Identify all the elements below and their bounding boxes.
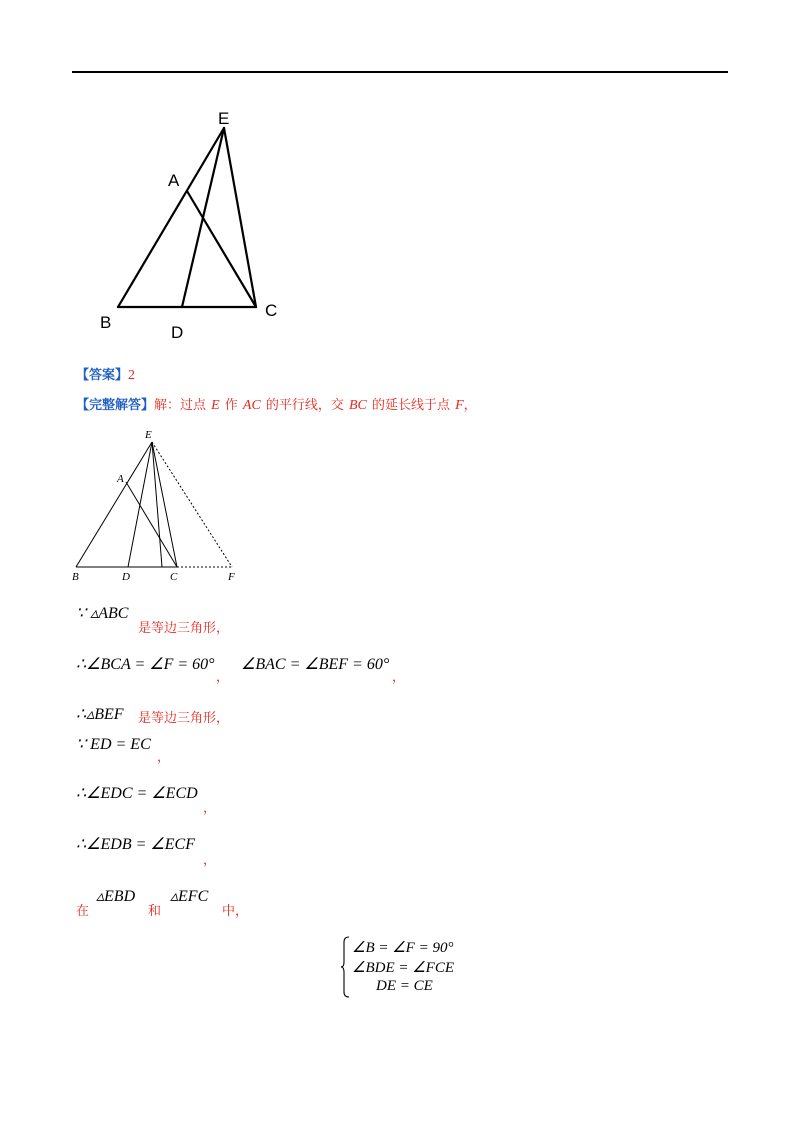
label-E: E: [218, 109, 230, 128]
step-4-math: ∵ ED = EC: [76, 736, 151, 753]
intro-text-5: ，: [463, 398, 477, 413]
system-line-2: ∠BDE = ∠FCE: [352, 960, 455, 976]
step-2-math-a: ∴∠BCA = ∠F = 60°: [76, 656, 215, 673]
intro-point-E: E: [211, 398, 220, 413]
label-C: C: [170, 571, 178, 583]
header-rule: [72, 71, 728, 73]
step-7-tri2: ▵EFC: [170, 888, 209, 905]
step-7-and: 和: [148, 904, 162, 919]
step-1-math: ∵ ▵ABC: [76, 605, 129, 622]
step-7-tri1: ▵EBD: [96, 888, 136, 905]
system-line-3: DE = CE: [376, 978, 433, 994]
label-B: B: [100, 313, 112, 332]
intro-text-2: 作: [224, 398, 238, 413]
answer-tag: 【答案】: [76, 368, 129, 383]
segment-EB: [76, 442, 152, 567]
label-D: D: [171, 323, 184, 342]
figure-2-triangle-diagram: [66, 424, 256, 589]
figure-1-triangle-diagram: [90, 100, 310, 350]
step-2-comma-b: ，: [392, 670, 406, 685]
label-A: A: [117, 473, 124, 485]
label-D: D: [122, 571, 130, 583]
left-brace-icon: [340, 936, 350, 998]
intro-text-3: 的平行线，交: [265, 398, 344, 413]
intro-text-1: 解：过点: [154, 398, 207, 413]
label-C: C: [265, 301, 278, 320]
segment-EB: [118, 128, 224, 307]
step-6-math: ∴∠EDB = ∠ECF: [76, 836, 195, 853]
segment-AC: [126, 482, 177, 567]
step-3-text: 是等边三角形，: [138, 711, 230, 726]
answer-value: 2: [128, 368, 136, 383]
label-B: B: [72, 571, 79, 583]
label-F: F: [228, 571, 235, 583]
segment-EA2: [152, 442, 162, 567]
step-2-comma-a: ，: [216, 670, 230, 685]
system-line-1: ∠B = ∠F = 90°: [352, 940, 454, 956]
answer-line: [76, 364, 135, 384]
label-A: A: [168, 171, 180, 190]
label-E: E: [145, 429, 152, 441]
solution-intro: [76, 394, 477, 414]
step-7-in: 在: [76, 904, 90, 919]
intro-line-AC: AC: [242, 398, 261, 413]
step-6-comma: ，: [203, 853, 217, 868]
intro-line-BC: BC: [348, 398, 367, 413]
intro-text-4: 的延长线于点: [371, 398, 450, 413]
step-3-math: ∴▵BEF: [76, 706, 124, 723]
step-5-math: ∴∠EDC = ∠ECD: [76, 785, 198, 802]
intro-point-F: F: [455, 398, 464, 413]
step-7-mid: 中，: [222, 904, 249, 919]
step-4-comma: ，: [157, 750, 171, 765]
segment-ED: [182, 128, 224, 307]
step-2-math-b: ∠BAC = ∠BEF = 60°: [241, 656, 390, 673]
segment-EC: [152, 442, 177, 567]
solution-tag: 【完整解答】: [76, 398, 155, 413]
step-5-comma: ，: [203, 801, 217, 816]
step-1-text: 是等边三角形，: [138, 621, 230, 636]
